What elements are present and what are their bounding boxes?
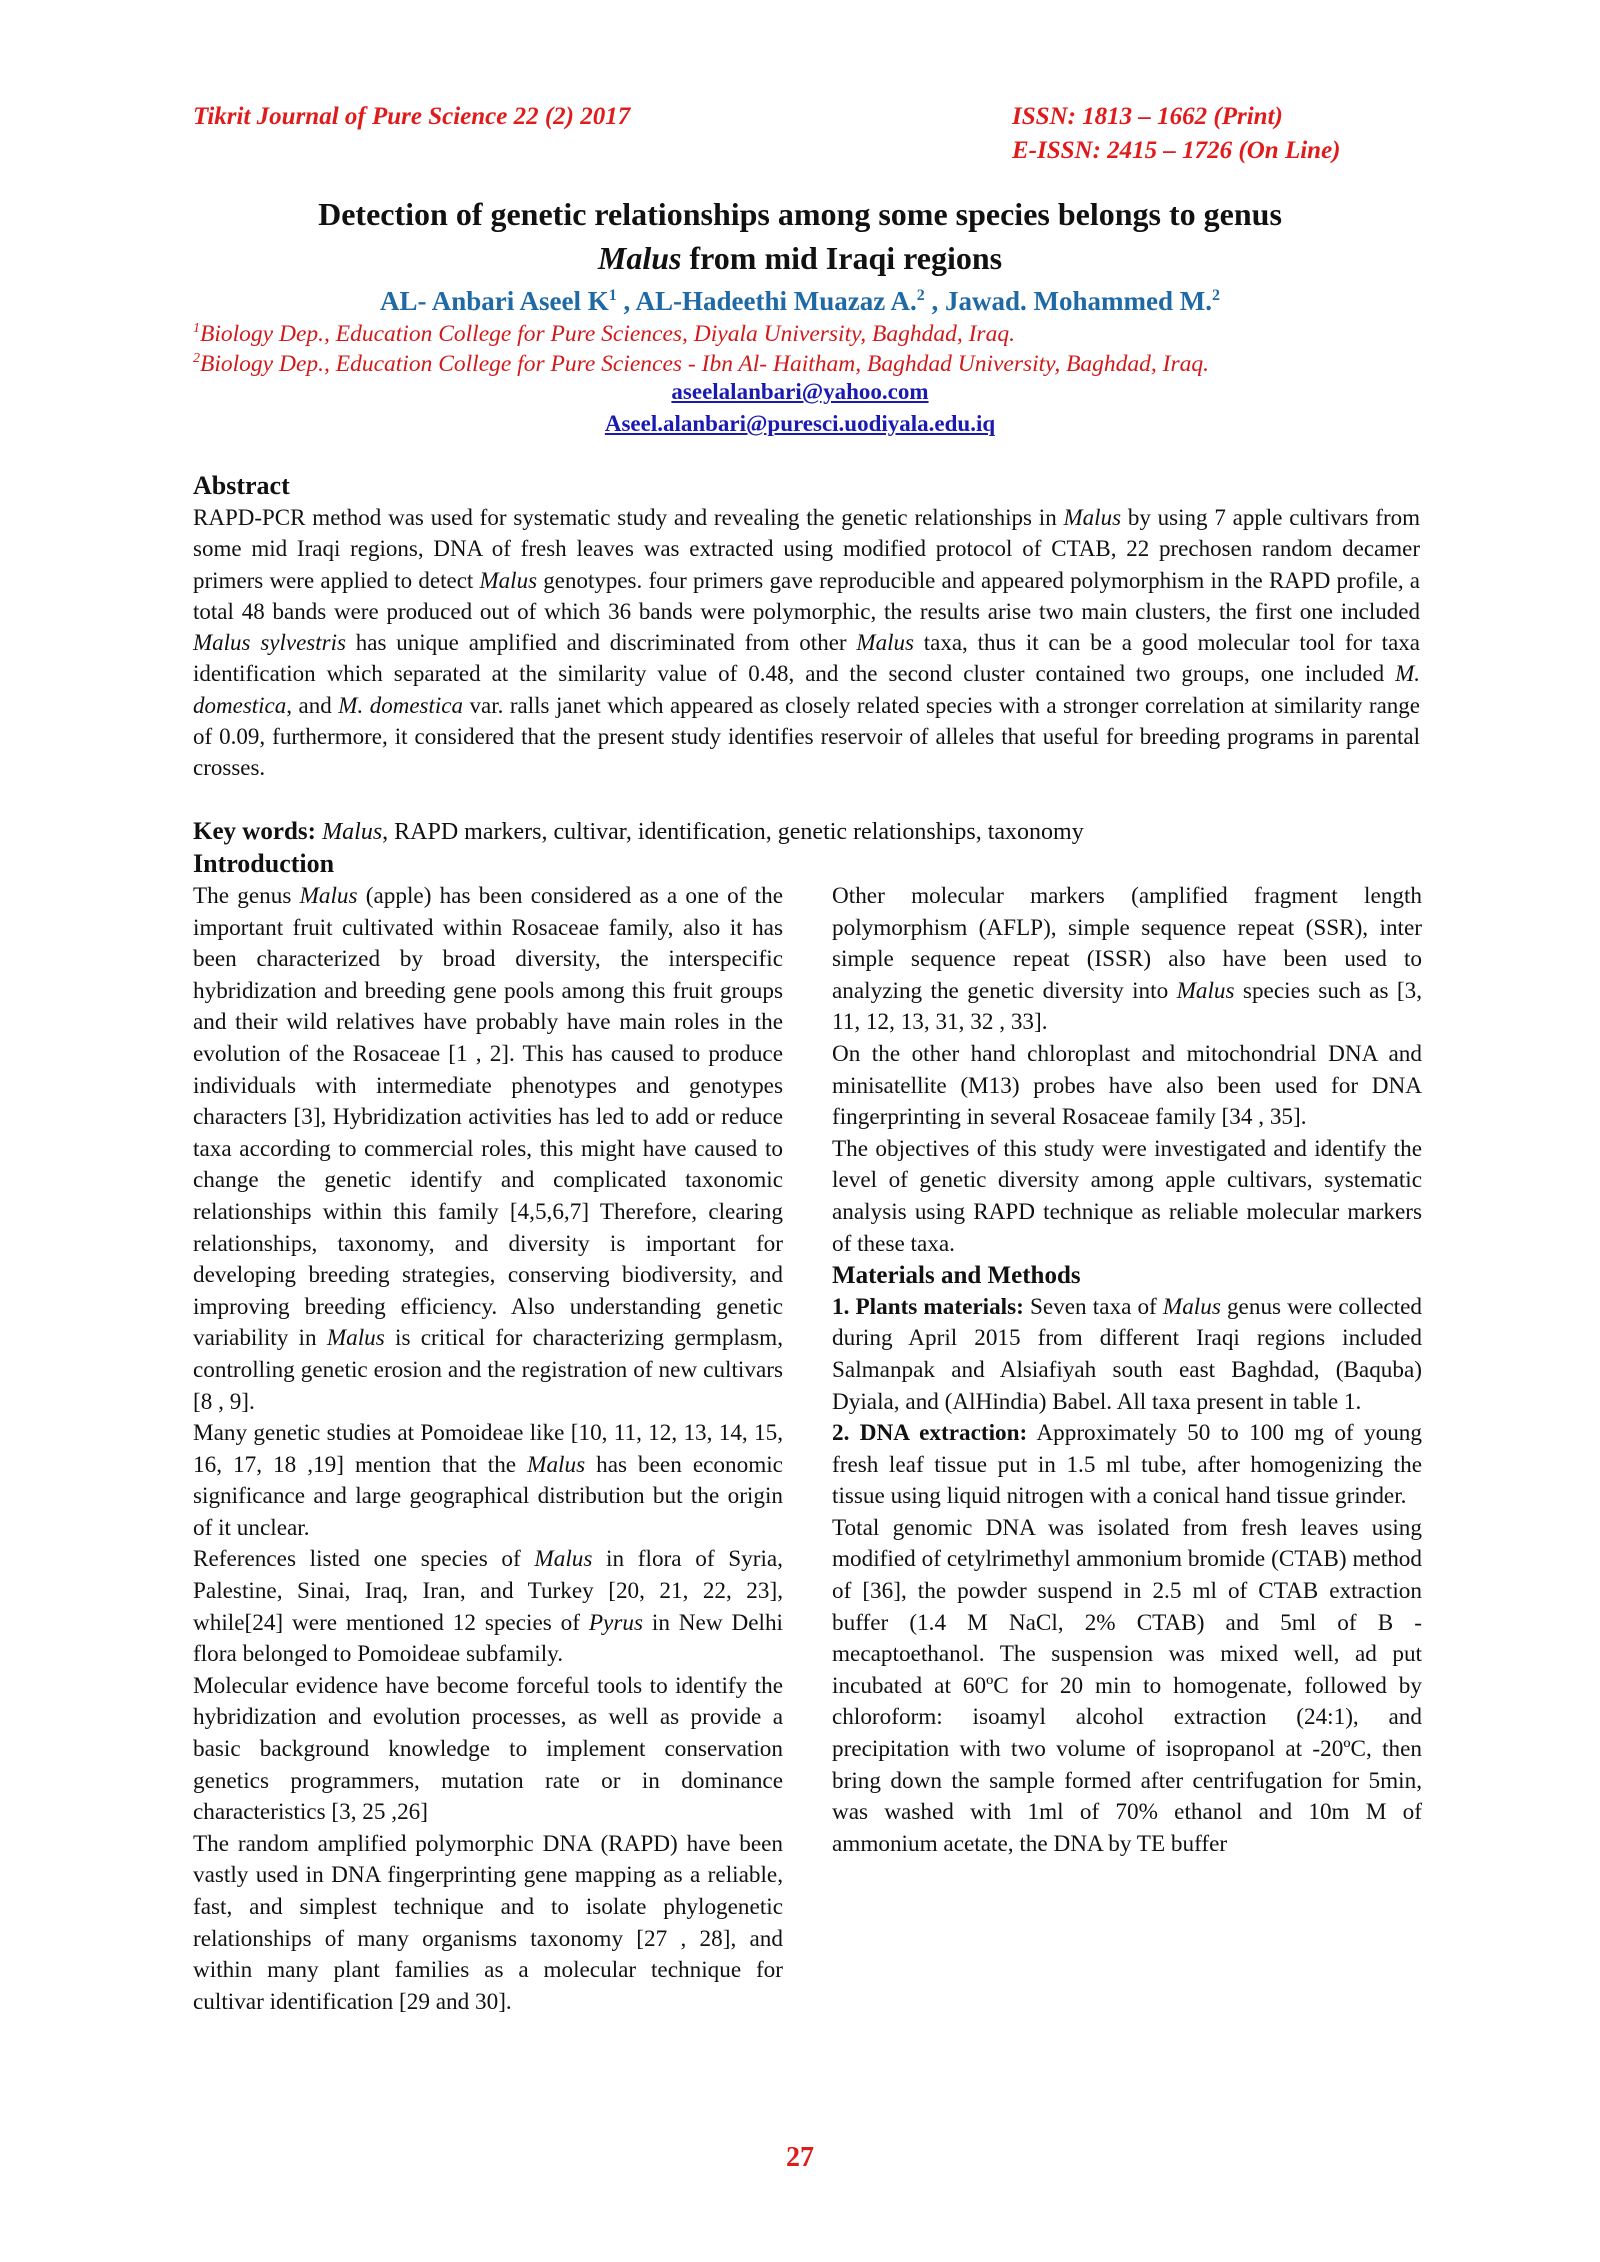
email-link-1[interactable]: aseelalanbari@yahoo.com xyxy=(671,379,929,404)
author-affiliation-mark: 2 xyxy=(916,287,925,304)
text-run: References listed one species of xyxy=(193,1546,535,1573)
italic-run: M. domestica xyxy=(338,692,463,718)
affiliation-mark: 1 xyxy=(193,321,200,336)
paper-title xyxy=(0,192,1600,280)
email-link-2[interactable]: Aseel.alanbari@puresci.uodiyala.edu.iq xyxy=(604,411,996,436)
italic-run: Malus xyxy=(534,1546,593,1573)
title-rest: from mid Iraqi regions xyxy=(681,240,1003,276)
introduction-heading: Introduction xyxy=(193,849,335,878)
affiliation-mark: 2 xyxy=(193,351,200,366)
issn-online: E-ISSN: 2415 – 1726 (On Line) xyxy=(1012,137,1341,164)
intro-paragraph xyxy=(193,881,783,1418)
text-run: genotypes. four primers gave reproducible and appeared polymorphism in the RAPD profile, a total 48 bands were produced out of which 36 bands were polymorphic, the results arise two main clusters, the first one included xyxy=(193,567,1420,624)
affiliation-text: Biology Dep., Education College for Pure Sciences, Diyala University, Baghdad, Iraq. xyxy=(200,320,1015,347)
intro-paragraph xyxy=(193,1418,783,1544)
italic-run: Malus xyxy=(1162,1293,1221,1320)
intro-paragraph: Molecular evidence have become forceful tools to identify the hybridization and evolution processes, as well as provide a basic background knowledge to implement conservation genetics programmers, mutation rate or in dominance characteristics [3, 25 ,26] xyxy=(193,1672,783,1826)
methods-paragraph xyxy=(832,1292,1422,1418)
intro-paragraph: The random amplified polymorphic DNA (RAPD) have been vastly used in DNA fingerprinting gene mapping as a reliable, fast, and simplest technique and to isolate phylogenetic relationships of many organisms taxonomy [27 , 28], and within many plant families as a molecular technique for cultivar identification [29 and 30]. xyxy=(193,1830,783,2015)
text-run: in New Delhi flora belonged to Pomoideae subfamily. xyxy=(193,1609,783,1668)
intro-paragraph xyxy=(193,1544,783,1670)
text-run: species such as [3, 11, 12, 13, 31, 32 , 33]. xyxy=(832,977,1422,1036)
italic-run: Malus xyxy=(299,883,358,909)
affiliation-2 xyxy=(193,343,1209,380)
subsection-label: 2. DNA extraction: xyxy=(832,1420,1028,1447)
keyword-italic: Malus xyxy=(322,819,383,845)
text-run: has been economic significance and large geographical distribution but the origin of it unclear. xyxy=(193,1451,783,1541)
issn-block xyxy=(1012,100,1341,168)
text-run: taxa, thus it can be a good molecular tool for taxa identification which separated at the similarity value of 0.48, and the second cluster contained two groups, one included xyxy=(193,630,1420,687)
text-run: Other molecular markers (amplified fragment length polymorphism (AFLP), simple sequence repeat (SSR), inter simple sequence repeat (ISSR) also have been used to analyzing the genetic diversity into xyxy=(832,883,1422,1004)
author-name: AL- Anbari Aseel K xyxy=(380,286,609,316)
italic-run: Malus xyxy=(479,567,538,593)
title-line-2 xyxy=(0,236,1600,280)
text-run: The genus xyxy=(193,883,300,909)
italic-run: Malus xyxy=(856,630,914,656)
author-name: Jawad. Mohammed M. xyxy=(945,286,1212,316)
text-run: by using 7 apple cultivars from some mid Iraqi regions, DNA of fresh leaves was extracted using modified protocol of CTAB, 22 prechosen random decamer primers were applied to detect xyxy=(193,505,1420,593)
keywords-list: , RAPD markers, cultivar, identification, genetic relationships, taxonomy xyxy=(382,819,1084,845)
intro-paragraph: On the other hand chloroplast and mitochondrial DNA and minisatellite (M13) probes have also been used for DNA fingerprinting in several Rosaceae family [34 , 35]. xyxy=(832,1040,1422,1131)
italic-run: Malus xyxy=(527,1451,586,1478)
italic-run: M. domestica xyxy=(193,661,1420,718)
keywords-label: Key words: xyxy=(193,818,323,845)
issn-print: ISSN: 1813 – 1662 (Print) xyxy=(1012,103,1283,130)
text-run: Approximately 50 to 100 mg of young fresh leaf tissue put in 1.5 ml tube, after homogenizing the tissue using liquid nitrogen with a conical hand tissue grinder. xyxy=(832,1420,1422,1510)
title-line-1: Detection of genetic relationships among some species belongs to genus xyxy=(318,196,1282,232)
text-run: in flora of Syria, Palestine, Sinai, Iraq, Iran, and Turkey [20, 21, 22, 23], while[24] were mentioned 12 species of xyxy=(193,1546,783,1636)
text-run: is critical for characterizing germplasm, controlling genetic erosion and the registration of new cultivars [8 , 9]. xyxy=(193,1325,783,1415)
italic-run: Malus xyxy=(1063,505,1122,530)
text-run: (apple) has been considered as a one of the important fruit cultivated within Rosaceae family, also it has been characterized by broad diversity, the interspecific hybridization and breeding gene pools among this fruit groups and their wild relatives have probably have main roles in the evolution of the Rosaceae [1 , 2]. This has caused to produce individuals with intermediate phenotypes and genotypes characters [3], Hybridization activities has led to add or reduce taxa according to commercial roles, this might have caused to change the genetic identify and complicated taxonomic relationships within this family [4,5,6,7] Therefore, clearing relationships, taxonomy, and diversity is important for developing breeding strategies, conserving biodiversity, and improving breeding efficiency. Also understanding genetic variability in xyxy=(193,883,783,1352)
author-name: AL-Hadeethi Muazaz A. xyxy=(635,286,917,316)
italic-run: Malus sylvestris xyxy=(193,630,346,656)
abstract-heading: Abstract xyxy=(193,471,290,500)
title-genus: Malus xyxy=(597,240,682,276)
subsection-label: 1. Plants materials: xyxy=(832,1293,1024,1320)
page-number: 27 xyxy=(786,2142,814,2173)
methods-paragraph: Total genomic DNA was isolated from fresh leaves using modified of cetylrimethyl ammonium bromide (CTAB) method of [36], the powder suspend in 2.5 ml of CTAB extraction buffer (1.4 M NaCl, 2% CTAB) and 5ml of B - mecaptoethanol. The suspension was mixed well, ad put incubated at 60ºC for 20 min to homogenate, followed by chloroform: isoamyl alcohol extraction (24:1), and precipitation with two volume of isopropanol at -20ºC, then bring down the sample formed after centrifugation for 5min, was washed with 1ml of 70% ethanol and 10m M of ammonium acetate, the DNA by TE buffer xyxy=(832,1514,1422,1857)
text-run: has unique amplified and discriminated from other xyxy=(345,630,857,656)
text-run: genus were collected during April 2015 from different Iraqi regions included Salmanpak and Alsiafiyah south east Baghdad, (Baquba) Dyiala, and (AlHindia) Babel. All taxa present in table 1. xyxy=(832,1293,1422,1415)
author-separator: , xyxy=(616,286,636,316)
left-column xyxy=(193,881,783,2018)
keywords xyxy=(193,816,1084,848)
journal-header: Tikrit Journal of Pure Science 22 (2) 2017 xyxy=(193,103,631,130)
italic-run: Malus xyxy=(326,1325,385,1352)
text-run: Many genetic studies at Pomoideae like [10, 11, 12, 13, 14, 15, 16, 17, 18 ,19] mention that the xyxy=(193,1420,783,1478)
text-run: RAPD-PCR method was used for systematic study and revealing the genetic relationships in xyxy=(193,505,1064,530)
italic-run: Pyrus xyxy=(588,1609,643,1636)
methods-heading: Materials and Methods xyxy=(832,1262,1081,1290)
italic-run: Malus xyxy=(1176,977,1235,1004)
text-run: var. ralls janet which appeared as closely related species with a stronger correlation at similarity range of 0.09, furthermore, it considered that the present study identifies reservoir of alleles that useful for breeding programs in parental crosses. xyxy=(193,692,1420,781)
author-affiliation-mark: 2 xyxy=(1212,287,1220,304)
affiliation-text: Biology Dep., Education College for Pure Sciences - Ibn Al- Haitham, Baghdad University, Baghdad, Iraq. xyxy=(200,350,1210,377)
author-separator: , xyxy=(924,286,946,316)
author-affiliation-mark: 1 xyxy=(608,287,617,304)
intro-paragraph: The objectives of this study were investigated and identify the level of genetic diversity among apple cultivars, systematic analysis using RAPD technique as reliable molecular markers of these taxa. xyxy=(832,1135,1422,1257)
intro-paragraph xyxy=(832,881,1422,1039)
methods-paragraph xyxy=(832,1418,1422,1513)
right-column xyxy=(832,881,1422,1860)
text-run: , and xyxy=(286,692,339,718)
abstract-body xyxy=(193,502,1420,784)
text-run: Seven taxa of xyxy=(1023,1293,1163,1320)
